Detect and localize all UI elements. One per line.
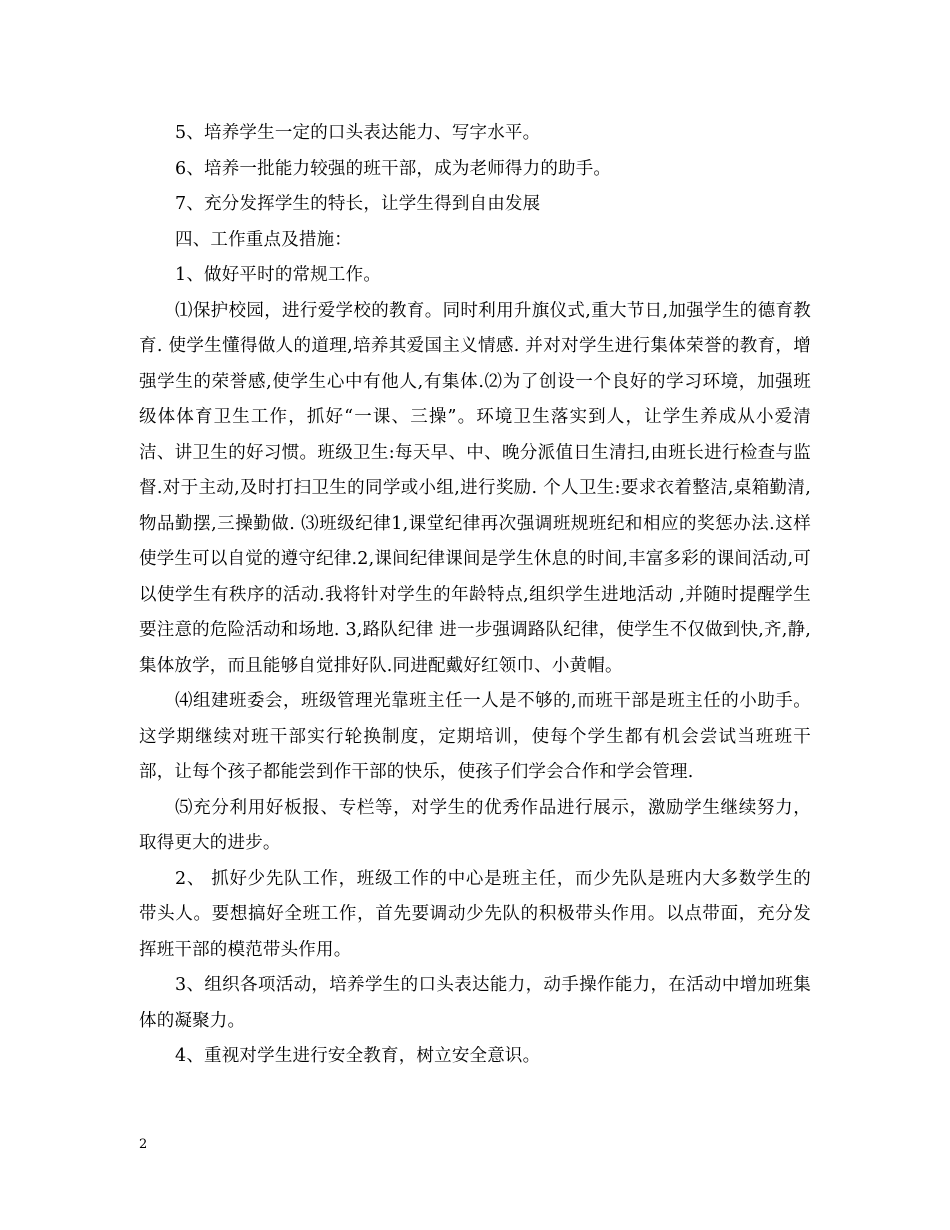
- section-heading: 四、工作重点及措施：: [175, 229, 352, 250]
- paragraph-safety: 4、重视对学生进行安全教育，树立安全意识。: [175, 1046, 541, 1066]
- paragraph-goal-6: 6、培养一批能力较强的班干部，成为老师得力的助手。: [175, 158, 612, 179]
- paragraph-activities: 3、组织各项活动，培养学生的口头表达能力，动手操作能力，在活动中增加班集体的凝聚力。: [139, 975, 811, 1031]
- paragraph-goal-7: 7、充分发挥学生的特长，让学生得到自由发展: [175, 194, 541, 214]
- paragraph-measure-1: 1、做好平时的常规工作。: [175, 265, 382, 285]
- paragraph-goal-5: 5、培养学生一定的口头表达能力、写字水平。: [175, 123, 541, 143]
- document-body: [139, 116, 811, 1075]
- paragraph-class-committee: ⑷组建班委会，班级管理光靠班主任一人是不够的,而班干部是班主任的小助手。这学期继续对班干部实行轮换制度，定期培训，使每个学生都有机会尝试当班班干部，让每个孩子都能尝到作干部的快乐，使孩子们学会合作和学会管理.: [139, 691, 811, 782]
- paragraph-routine-work: ⑴保护校园，进行爱学校的教育。同时利用升旗仪式,重大节日,加强学生的德育教育. 使学生懂得做人的道理,培养其爱国主义情感. 并对对学生进行集体荣誉的教育，增强学生的荣誉感,使学生心中有他人,有集体.⑵为了创设一个良好的学习环境，加强班级体体育卫生工作，抓好“一课、三操”。环境卫生落实到人，让学生养成从小爱清洁、讲卫生的好习惯。班级卫生:每天早、中、晚分派值日生清扫,由班长进行检查与监督.对于主动,及时打扫卫生的同学或小组,进行奖励. 个人卫生:要求衣着整洁,桌箱勤清,物品勤摆,三操勤做. ⑶班级纪律1,课堂纪律再次强调班规班纪和相应的奖惩办法.这样使学生可以自觉的遵守纪律.2,课间纪律课间是学生休息的时间,丰富多彩的课间活动,可以使学生有秩序的活动.我将针对学生的年龄特点,组织学生进地活动 ,并随时提醒学生要注意的危险活动和场地. 3,路队纪律 进一步强调路队纪律，使学生不仅做到快,齐,静,集体放学，而且能够自觉排好队.同进配戴好红领巾、小黄帽。: [139, 300, 811, 676]
- page-number: 2: [139, 1137, 148, 1152]
- paragraph-blackboard: ⑸充分利用好板报、专栏等，对学生的优秀作品进行展示，激励学生继续努力，取得更大的进步。: [139, 797, 811, 853]
- paragraph-young-pioneers: 2、 抓好少先队工作，班级工作的中心是班主任，而少先队是班内大多数学生的带头人。要想搞好全班工作，首先要调动少先队的积极带头作用。以点带面，充分发挥班干部的模范带头作用。: [139, 868, 811, 960]
